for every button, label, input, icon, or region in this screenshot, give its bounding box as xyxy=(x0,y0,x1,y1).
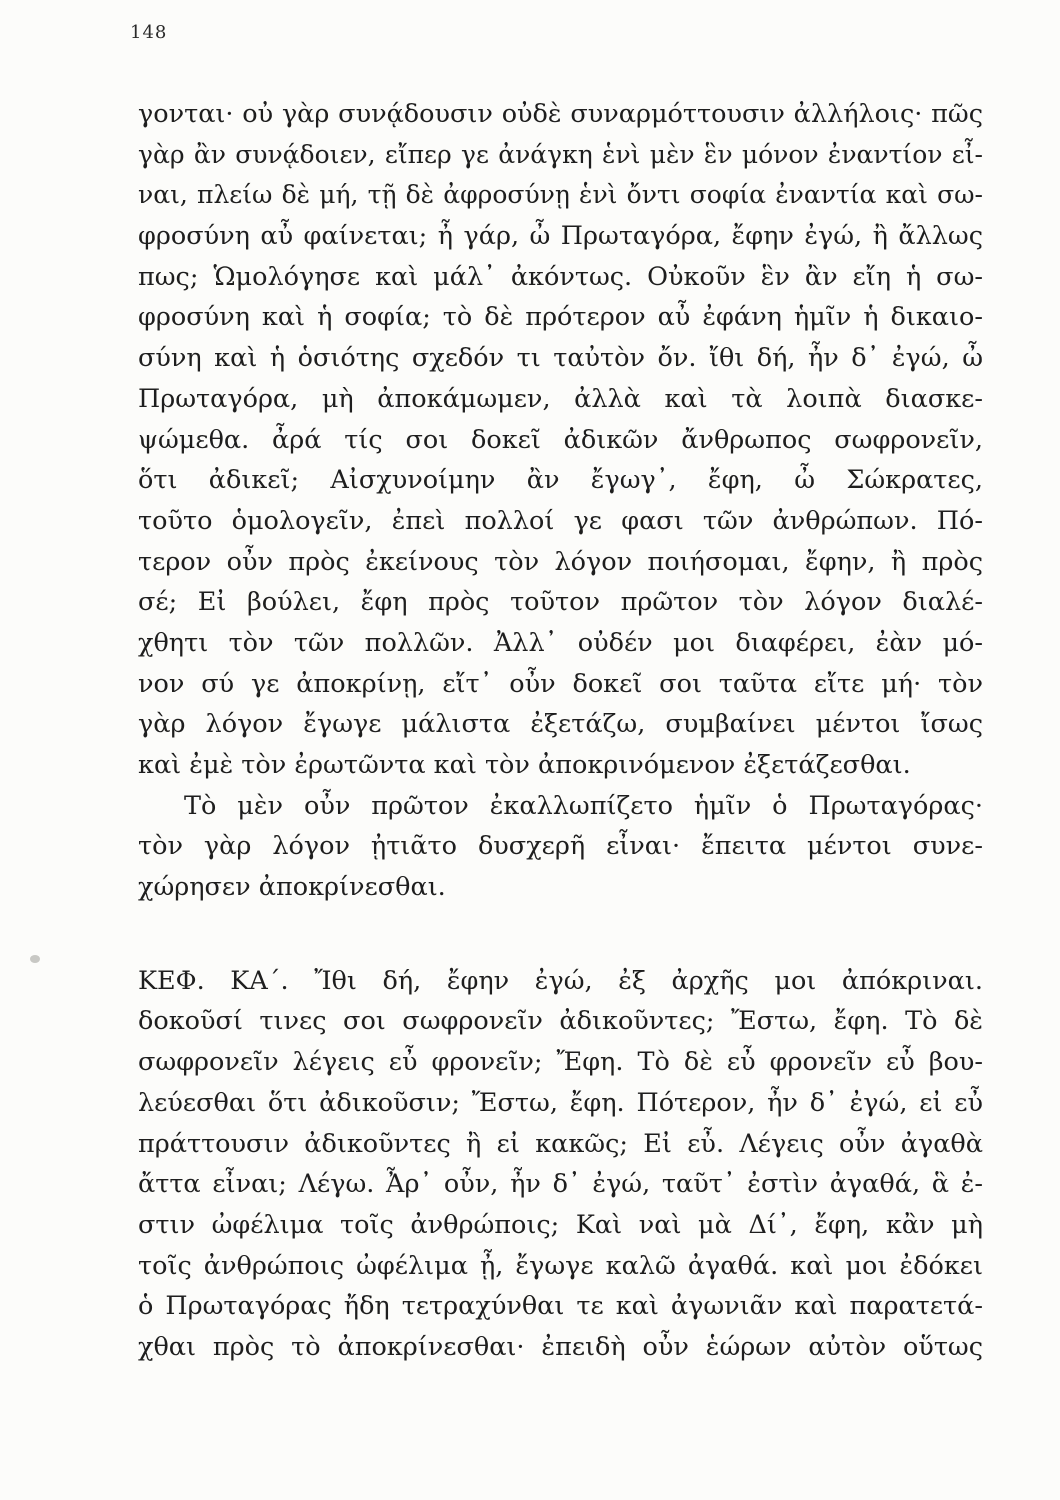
text-line: ὁ Πρωταγόρας ἤδη τετραχύνθαι τε καὶ ἀγωνιᾶν καὶ παρατετά- xyxy=(138,1291,983,1322)
text-line: τοῦτο ὁμολογεῖν, ἐπεὶ πολλοί γε φασι τῶν ἀνθρώπων. Πό- xyxy=(138,505,983,536)
text-line: γὰρ ἂν συνᾴδοιεν, εἴπερ γε ἀνάγκη ἑνὶ μὲν ἓν μόνον ἐναντίον εἶ- xyxy=(138,139,983,169)
text-line: σωφρονεῖν λέγεις εὖ φρονεῖν; Ἔφη. Τὸ δὲ εὖ φρονεῖν εὖ βου- xyxy=(138,1047,983,1078)
body-text xyxy=(138,94,983,1368)
paragraph-3 xyxy=(138,961,983,1368)
text-line: γὰρ λόγον ἔγωγε μάλιστα ἐξετάζω, συμβαίνει μέντοι ἴσως xyxy=(138,709,983,740)
text-line: στιν ὠφέλιμα τοῖς ἀνθρώποις; Καὶ ναὶ μὰ Δί᾽, ἔφη, κἂν μὴ xyxy=(138,1209,983,1240)
text-line: ἄττα εἶναι; Λέγω. Ἆρ᾽ οὖν, ἦν δ᾽ ἐγώ, ταῦτ᾽ ἐστὶν ἀγαθά, ἃ ἐ- xyxy=(138,1169,983,1200)
text-line: χώρησεν ἀποκρίνεσθαι. xyxy=(138,872,446,903)
text-line: ψώμεθα. ἆρά τίς σοι δοκεῖ ἀδικῶν ἄνθρωπος σωφρονεῖν, xyxy=(138,424,983,455)
paper-speck xyxy=(30,955,40,963)
text-line: γονται· οὐ γὰρ συνᾴδουσιν οὐδὲ συναρμόττουσιν ἀλλήλοις· πῶς xyxy=(138,99,983,129)
section-gap xyxy=(138,908,983,961)
text-line: σύνη καὶ ἡ ὁσιότης σχεδόν τι ταὐτὸν ὄν. ἴθι δή, ἦν δ᾽ ἐγώ, ὦ xyxy=(138,343,983,374)
text-line: τοῖς ἀνθρώποις ὠφέλιμα ᾖ, ἔγωγε καλῶ ἀγαθά. καὶ μοι ἐδόκει xyxy=(138,1250,983,1281)
text-line: ὅτι ἀδικεῖ; Αἰσχυνοίμην ἂν ἔγωγ᾽, ἔφη, ὦ Σώκρατες, xyxy=(138,465,983,496)
page-number: 148 xyxy=(130,22,168,43)
paragraph-2 xyxy=(138,786,983,908)
paragraph-1 xyxy=(138,94,983,786)
text-line: πως; Ὡμολόγησε καὶ μάλ᾽ ἀκόντως. Οὐκοῦν ἓν ἂν εἴη ἡ σω- xyxy=(138,261,983,292)
text-line: φροσύνη καὶ ἡ σοφία; τὸ δὲ πρότερον αὖ ἐφάνη ἡμῖν ἡ δικαιο- xyxy=(138,302,983,333)
text-line: λεύεσθαι ὅτι ἀδικοῦσιν; Ἔστω, ἔφη. Πότερον, ἦν δ᾽ ἐγώ, εἰ εὖ xyxy=(138,1087,983,1118)
text-line: νον σύ γε ἀποκρίνῃ, εἴτ᾽ οὖν δοκεῖ σοι ταῦτα εἴτε μή· τὸν xyxy=(138,668,983,699)
text-line: χθητι τὸν τῶν πολλῶν. Ἀλλ᾽ οὐδέν μοι διαφέρει, ἐὰν μό- xyxy=(138,627,983,658)
text-line: τὸν γὰρ λόγον ᾐτιᾶτο δυσχερῆ εἶναι· ἔπειτα μέντοι συνε- xyxy=(138,831,983,862)
text-line: καὶ ἐμὲ τὸν ἐρωτῶντα καὶ τὸν ἀποκρινόμενον ἐξετάζεσθαι. xyxy=(138,750,911,780)
text-line: ναι, πλείω δὲ μή, τῇ δὲ ἀφροσύνῃ ἑνὶ ὄντι σοφία ἐναντία καὶ σω- xyxy=(138,180,983,210)
text-line: φροσύνη αὖ φαίνεται; ἦ γάρ, ὦ Πρωταγόρα, ἔφην ἐγώ, ἢ ἄλλως xyxy=(138,221,983,252)
text-line: πράττουσιν ἀδικοῦντες ἢ εἰ κακῶς; Εἰ εὖ. Λέγεις οὖν ἀγαθὰ xyxy=(138,1128,983,1159)
text-line: σέ; Εἰ βούλει, ἔφη πρὸς τοῦτον πρῶτον τὸν λόγον διαλέ- xyxy=(138,587,983,618)
text-line: δοκοῦσί τινες σοι σωφρονεῖν ἀδικοῦντες; Ἔστω, ἔφη. Τὸ δὲ xyxy=(138,1006,983,1037)
chapter-heading-line: ΚΕΦ. ΚΑ΄. Ἴθι δή, ἔφην ἐγώ, ἐξ ἀρχῆς μοι ἀπόκριναι. xyxy=(138,965,983,996)
text-line: χθαι πρὸς τὸ ἀποκρίνεσθαι· ἐπειδὴ οὖν ἑώρων αὐτὸν οὕτως xyxy=(138,1331,983,1362)
text-line: Πρωταγόρα, μὴ ἀποκάμωμεν, ἀλλὰ καὶ τὰ λοιπὰ διασκε- xyxy=(138,383,983,414)
text-line: τερον οὖν πρὸς ἐκείνους τὸν λόγον ποιήσομαι, ἔφην, ἢ πρὸς xyxy=(138,546,983,577)
text-line: Τὸ μὲν οὖν πρῶτον ἐκαλλωπίζετο ἡμῖν ὁ Πρωταγόρας· xyxy=(184,790,983,821)
